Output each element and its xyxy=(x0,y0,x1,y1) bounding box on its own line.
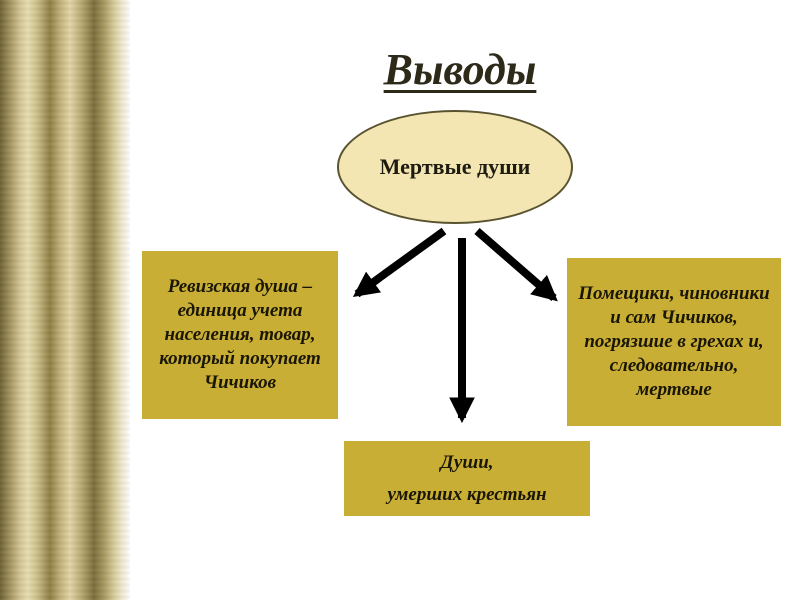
bottom-box-line1: Души, xyxy=(440,451,494,473)
bottom-box-line2: умерших крестьян xyxy=(387,483,547,505)
arrow-right xyxy=(477,231,554,298)
bottom-box xyxy=(344,441,590,516)
slide-title: Выводы xyxy=(383,45,537,94)
left-box: Ревизская душа – единица учета населения, товар, который покупает Чичиков xyxy=(142,251,338,419)
right-box: Помещики, чиновники и сам Чичиков, погрязшие в грехах и, следовательно, мертвые xyxy=(567,258,781,426)
arrow-left xyxy=(357,231,444,294)
center-label: Мертвые души xyxy=(379,154,531,179)
